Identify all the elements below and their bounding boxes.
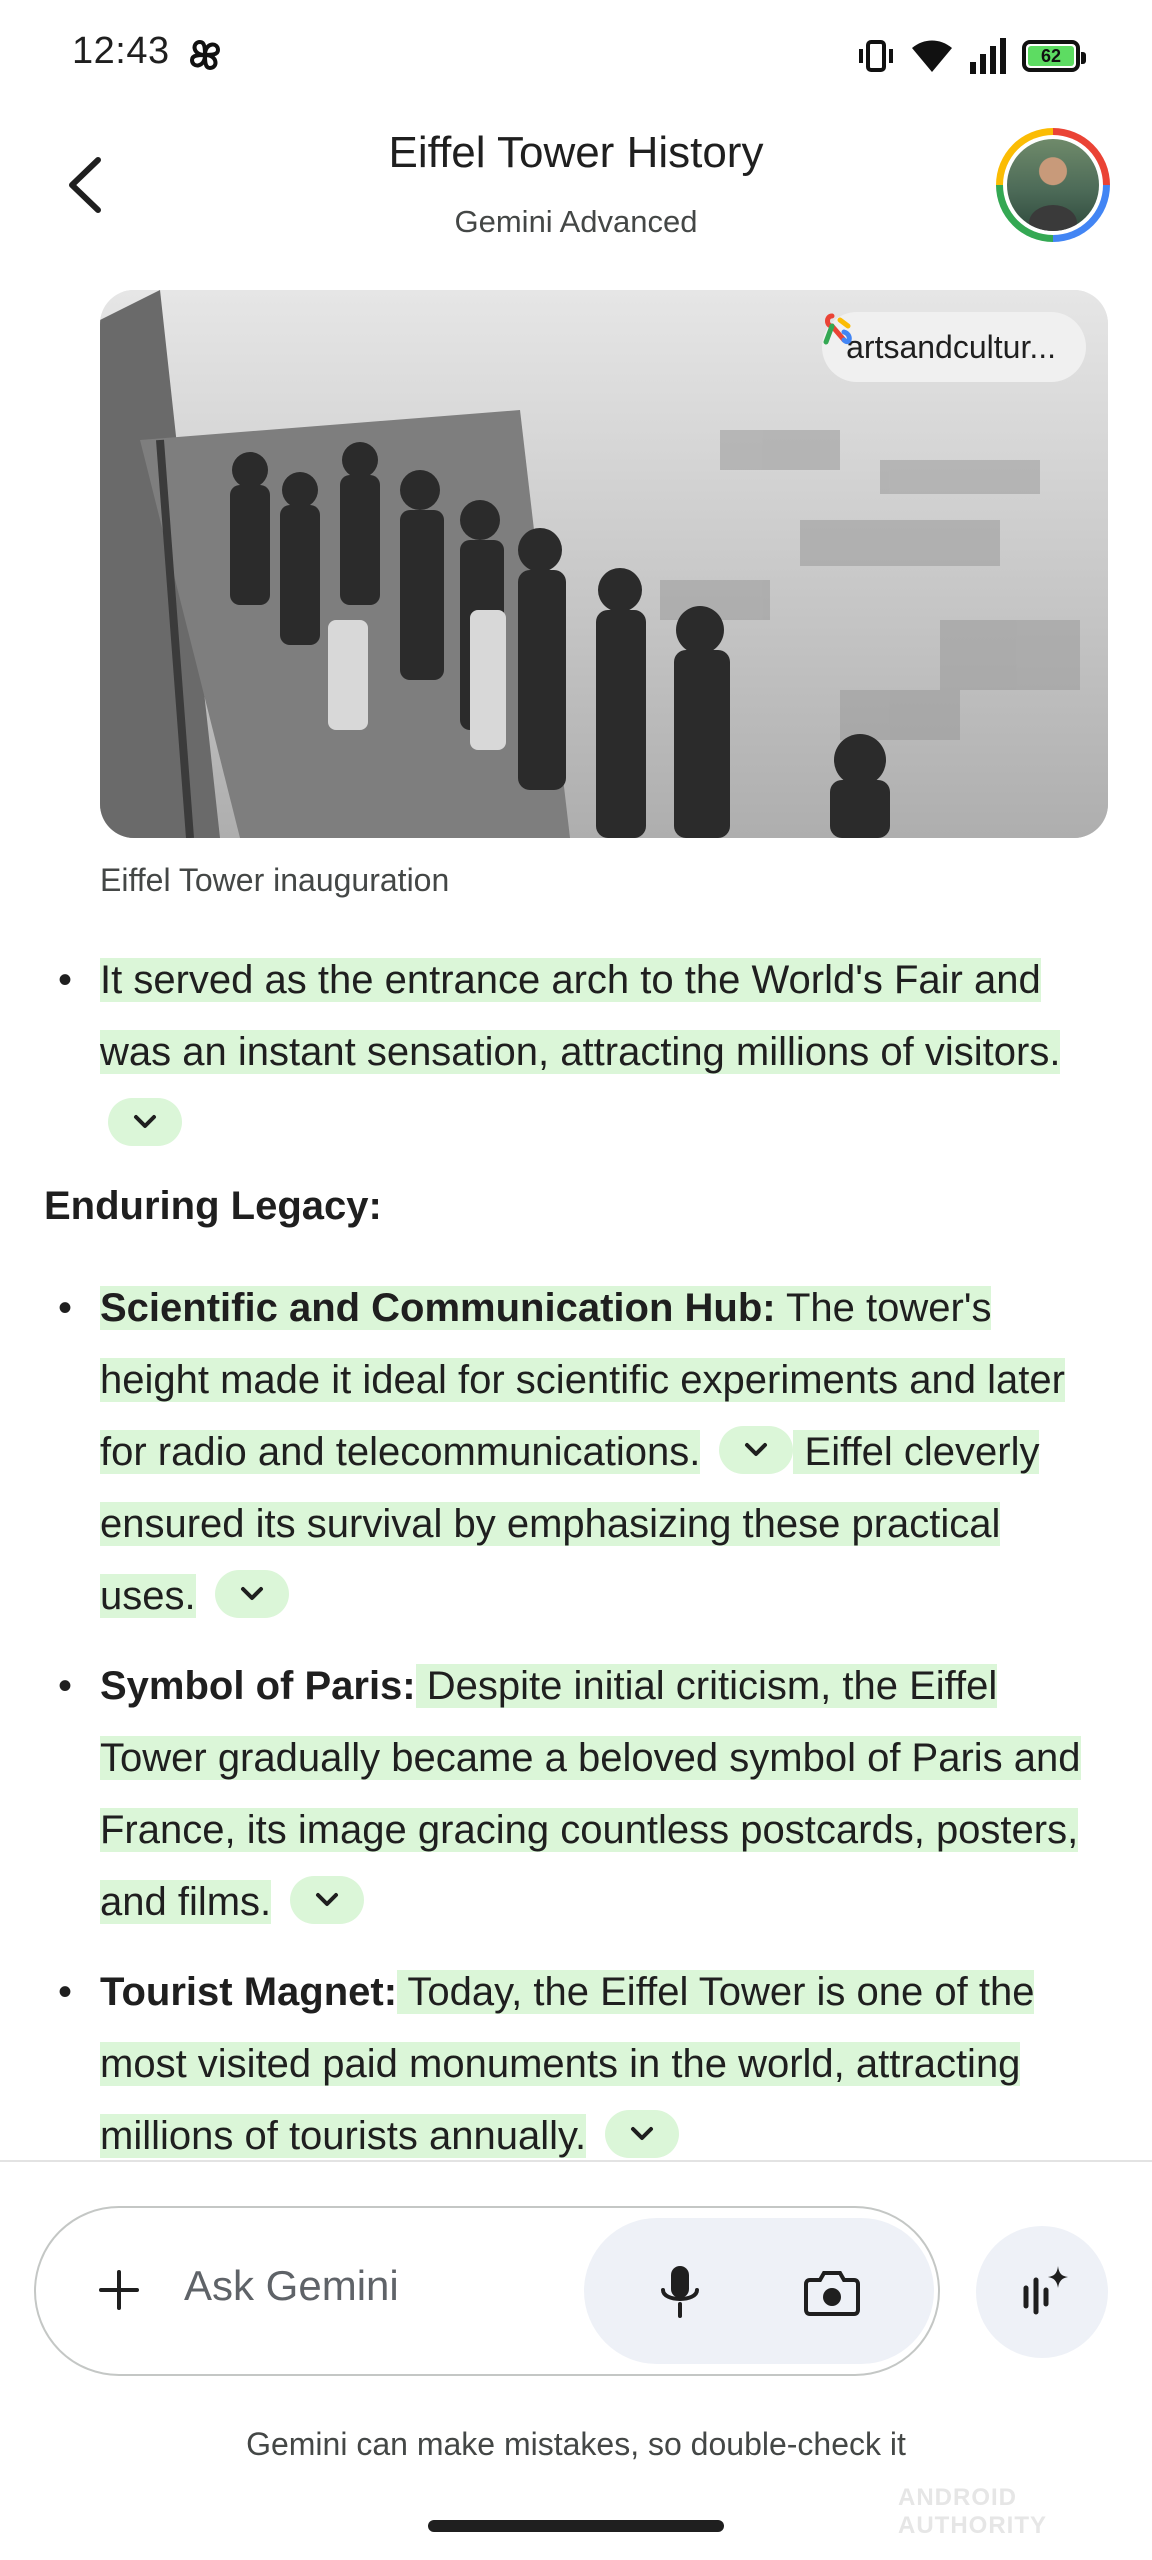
section-heading: Enduring Legacy:: [44, 1184, 382, 1228]
list-item: [0, 1956, 1152, 2172]
bullet-text[interactable]: Eiffel cleverly ensured its survival by emphasizing these practical uses.: [100, 1430, 1040, 1618]
vibrate-icon: [856, 36, 896, 76]
home-indicator[interactable]: [428, 2520, 724, 2532]
prompt-input[interactable]: Ask Gemini: [184, 2262, 399, 2309]
model-name: Gemini Advanced: [454, 204, 698, 239]
battery-icon: [1022, 40, 1080, 72]
bullet-text[interactable]: It served as the entrance arch to the World's Fair and was an instant sensation, attracting millions of visitors.: [100, 958, 1061, 1074]
disclaimer-text: Gemini can make mistakes, so double-check it: [246, 2426, 906, 2462]
mic-icon: [658, 2264, 702, 2320]
bullet-dot: •: [58, 958, 73, 1002]
list-item: [0, 1272, 1152, 1632]
arts-culture-icon: [822, 312, 854, 348]
chevron-down-icon: [629, 2125, 655, 2143]
divider: [0, 2160, 1152, 2162]
plus-icon: [97, 2268, 141, 2312]
source-label: artsandcultur...: [846, 328, 1056, 365]
media-buttons-pill: [584, 2218, 934, 2364]
response-content: [0, 944, 1152, 2172]
bullet-text[interactable]: The tower's height made it ideal for scientific experiments and later for radio and telecommunications.: [100, 1286, 1065, 1474]
watermark: ANDROID AUTHORITY: [898, 2484, 1047, 2539]
source-expand-button[interactable]: [605, 2110, 679, 2158]
signal-icon: [968, 36, 1008, 76]
chat-title: Eiffel Tower History: [388, 128, 764, 177]
bullet-title: Scientific and Communication Hub:: [100, 1286, 776, 1330]
bullet-dot: •: [58, 1970, 73, 2014]
bullet-dot: •: [58, 1286, 73, 1330]
source-expand-button[interactable]: [719, 1426, 793, 1474]
bullet-title: Symbol of Paris:: [100, 1664, 416, 1708]
wifi-icon: [910, 36, 954, 76]
bullet-dot: •: [58, 1664, 73, 1708]
source-chip[interactable]: [822, 312, 1086, 382]
bullet-text[interactable]: Despite initial criticism, the Eiffel Tower gradually became a beloved symbol of Paris and France, its image gracing countless postcards, posters, and films.: [100, 1664, 1081, 1924]
battery-level: 62: [1028, 46, 1074, 66]
chevron-down-icon: [132, 1113, 158, 1131]
bullet-text[interactable]: Today, the Eiffel Tower is one of the most visited paid monuments in the world, attracting millions of tourists annually.: [100, 1970, 1035, 2158]
chevron-down-icon: [239, 1585, 265, 1603]
bullet-title: Tourist Magnet:: [100, 1970, 398, 2014]
camera-button[interactable]: [792, 2252, 872, 2332]
image-caption: Eiffel Tower inauguration: [100, 862, 450, 898]
chevron-down-icon: [314, 1891, 340, 1909]
image-card[interactable]: [100, 290, 1108, 838]
list-item: [0, 1650, 1152, 1938]
source-expand-button[interactable]: [215, 1570, 289, 1618]
account-avatar-button[interactable]: [996, 128, 1110, 242]
add-attachment-button[interactable]: [82, 2250, 156, 2330]
source-expand-button[interactable]: [290, 1876, 364, 1924]
pinwheel-icon: [184, 34, 226, 76]
source-expand-button[interactable]: [108, 1098, 182, 1146]
camera-icon: [804, 2268, 860, 2316]
list-item: [0, 944, 1152, 1160]
gemini-live-button[interactable]: [976, 2226, 1108, 2358]
status-icons: [856, 34, 1080, 78]
status-time: 12:43: [72, 30, 170, 72]
voice-input-button[interactable]: [640, 2252, 720, 2332]
chevron-down-icon: [743, 1441, 769, 1459]
gemini-live-icon: [1012, 2262, 1072, 2322]
avatar: [1007, 139, 1099, 231]
